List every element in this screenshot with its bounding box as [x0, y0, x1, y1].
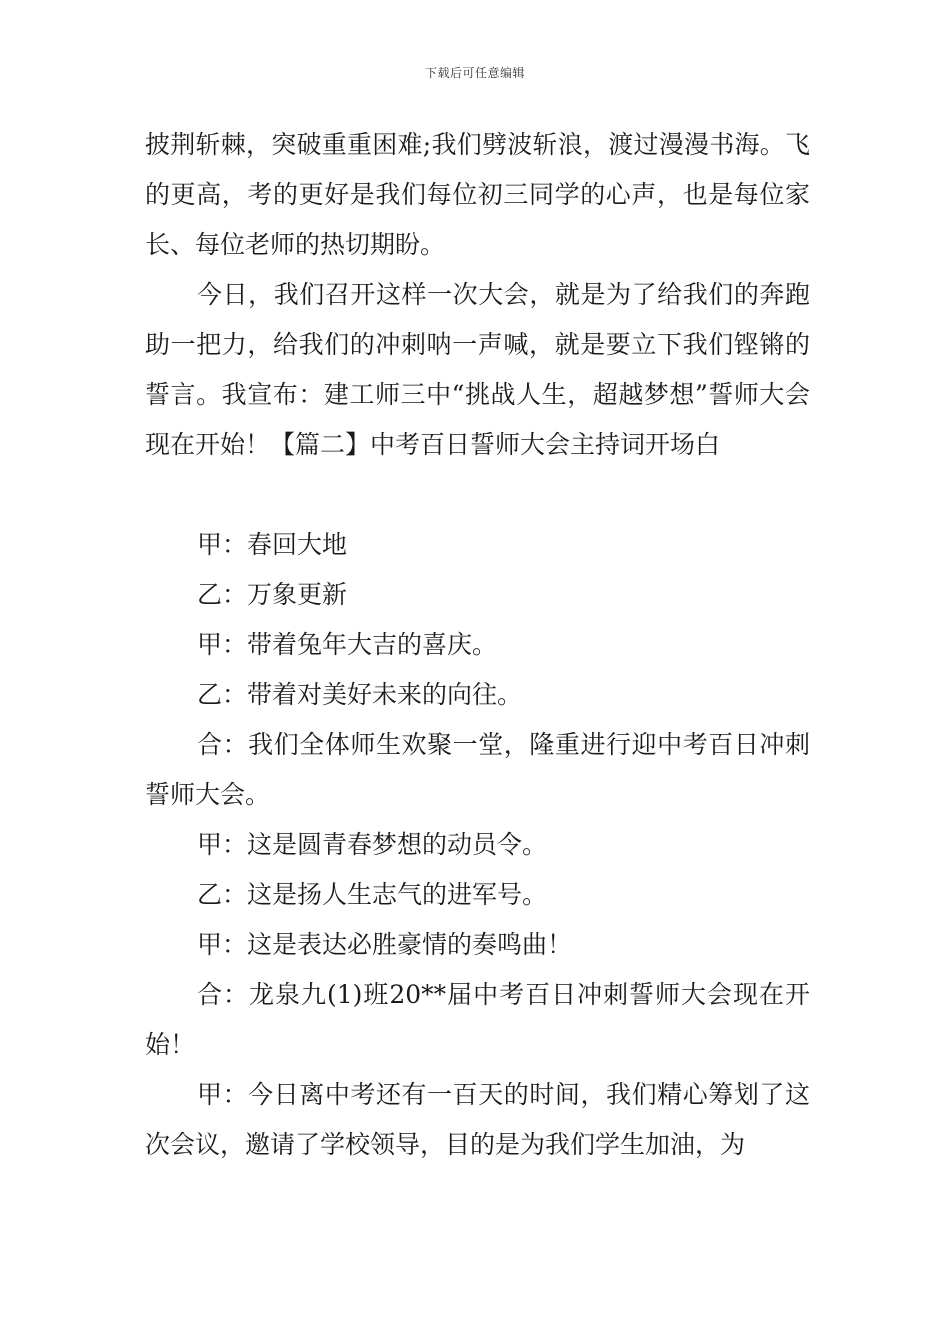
- dialogue-line: 甲：这是圆青春梦想的动员令。: [197, 830, 548, 859]
- dialogue-line: 甲：春回大地: [197, 530, 348, 559]
- dialogue-line: 甲：今日离中考还有一百天的时间，我们精心筹划了这次会议，邀请了学校领导，目的是为我们学生加油，为: [145, 1080, 810, 1159]
- dialogue-line: 甲：这是表达必胜豪情的奏鸣曲！: [197, 930, 573, 959]
- dialogue-line: 乙：带着对美好未来的向往。: [197, 680, 523, 709]
- page-header: 下载后可任意编辑: [424, 66, 525, 80]
- paragraph-announcement: 今日，我们召开这样一次大会，就是为了给我们的奔跑助一把力，给我们的冲刺呐一声喊，就是要立下我们铿锵的誓言。我宣布：建工师三中“挑战人生，超越梦想”誓师大会现在开始！【篇二】中考百日誓师大会主持词开场白: [145, 280, 810, 459]
- dialogue-line: 乙：万象更新: [197, 580, 348, 609]
- dialogue-line: 甲：带着兔年大吉的喜庆。: [197, 630, 498, 659]
- paragraph-opening: 披荆斩棘，突破重重困难;我们劈波斩浪，渡过漫漫书海。飞的更高，考的更好是我们每位初三同学的心声，也是每位家长、每位老师的热切期盼。: [145, 130, 810, 259]
- dialogue-line: 乙：这是扬人生志气的进军号。: [197, 880, 548, 909]
- blank-line: [145, 470, 810, 520]
- document-body: [145, 120, 810, 1170]
- dialogue-line: 合：龙泉九(1)班20**届中考百日冲刺誓师大会现在开始！: [145, 980, 810, 1059]
- dialogue-line: 合：我们全体师生欢聚一堂，隆重进行迎中考百日冲刺誓师大会。: [145, 730, 810, 809]
